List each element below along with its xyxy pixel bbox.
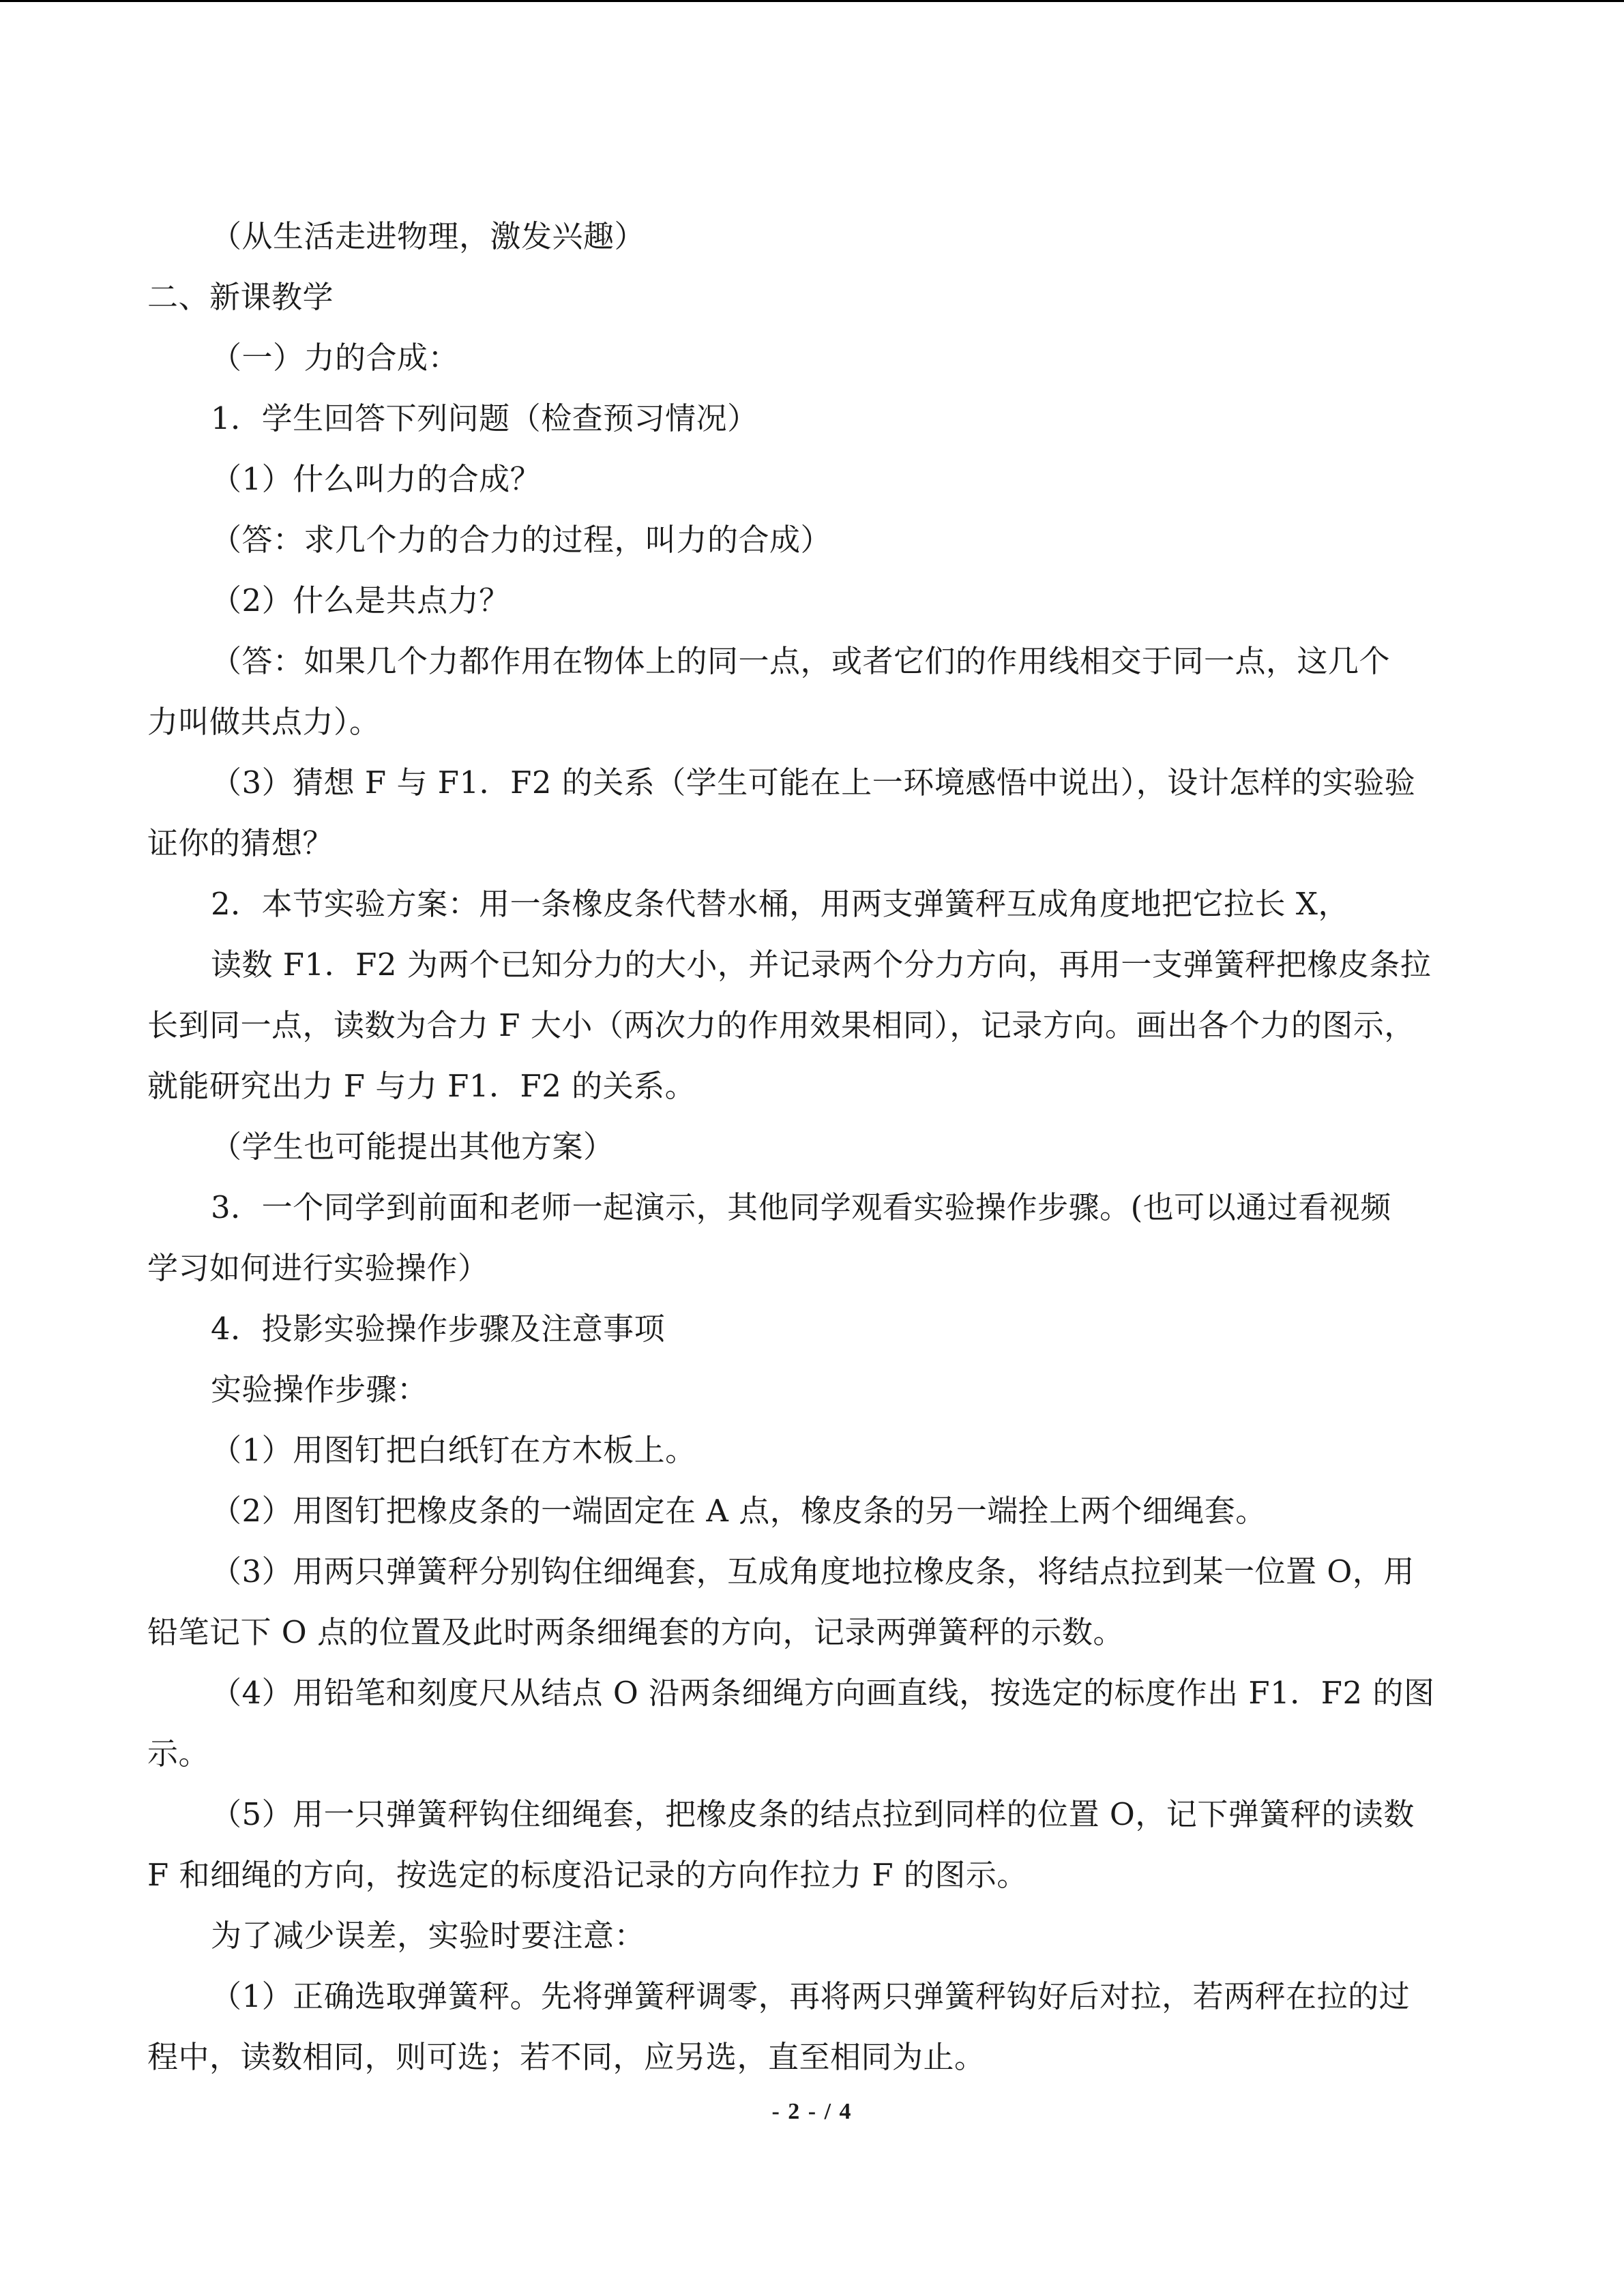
- text-line: （2）什么是共点力？: [211, 582, 510, 618]
- text-line: （答：如果几个力都作用在物体上的同一点，或者它们的作用线相交于同一点，这几个: [211, 643, 1391, 679]
- text-line: 铅笔记下 O 点的位置及此时两条细绳套的方向，记录两弹簧秤的示数。: [147, 1614, 1125, 1650]
- text-line: （5）用一只弹簧秤钩住细绳套，把橡皮条的结点拉到同样的位置 O，记下弹簧秤的读数: [211, 1796, 1415, 1832]
- text-line: （学生也可能提出其他方案）: [211, 1129, 615, 1165]
- section-heading: 二、新课教学: [147, 279, 334, 315]
- text-line: （3）猜想 F 与 F1．F2 的关系（学生可能在上一环境感悟中说出），设计怎样的实验验: [211, 764, 1416, 801]
- text-line: （1）什么叫力的合成？: [211, 461, 542, 497]
- text-line: （4）用铅笔和刻度尺从结点 O 沿两条细绳方向画直线，按选定的标度作出 F1．F2 的图: [211, 1675, 1435, 1711]
- text-line: 力叫做共点力）。: [147, 704, 381, 740]
- text-line: 读数 F1．F2 为两个已知分力的大小，并记录两个分力方向，再用一支弹簧秤把橡皮条拉: [211, 946, 1432, 983]
- text-line: 4．投影实验操作步骤及注意事项: [211, 1311, 666, 1347]
- text-line: 实验操作步骤：: [211, 1371, 428, 1407]
- document-body: [147, 206, 1477, 2087]
- text-line: （3）用两只弹簧秤分别钩住细绳套，互成角度地拉橡皮条，将结点拉到某一位置 O，用: [211, 1553, 1415, 1590]
- text-line: 示。: [147, 1735, 210, 1772]
- text-line: （1）正确选取弹簧秤。先将弹簧秤调零，再将两只弹簧秤钩好后对拉，若两秤在拉的过: [211, 1978, 1411, 2014]
- text-line: 1．学生回答下列问题（检查预习情况）: [211, 400, 758, 436]
- text-line: 程中，读数相同，则可选；若不同，应另选，直至相同为止。: [147, 2039, 986, 2075]
- text-line: 就能研究出力 F 与力 F1．F2 的关系。: [147, 1068, 696, 1104]
- text-line: （从生活走进物理，激发兴趣）: [211, 218, 646, 254]
- text-line: 证你的猜想？: [147, 825, 334, 861]
- text-line: F 和细绳的方向，按选定的标度沿记录的方向作拉力 F 的图示。: [147, 1857, 1028, 1893]
- top-border: [0, 0, 1624, 2]
- text-line: 学习如何进行实验操作）: [147, 1250, 489, 1286]
- text-line: （1）用图钉把白纸钉在方木板上。: [211, 1432, 696, 1468]
- text-line: （答：求几个力的合力的过程，叫力的合成）: [211, 522, 832, 558]
- text-line: 2．本节实验方案：用一条橡皮条代替水桶，用两支弹簧秤互成角度地把它拉长 X，: [211, 886, 1349, 922]
- text-line: 为了减少误差，实验时要注意：: [211, 1918, 646, 1954]
- text-line: （2）用图钉把橡皮条的一端固定在 A 点，橡皮条的另一端拴上两个细绳套。: [211, 1493, 1267, 1529]
- text-line: 3．一个同学到前面和老师一起演示，其他同学观看实验操作步骤。(也可以通过看视频: [211, 1189, 1391, 1225]
- subsection-heading: （一）力的合成：: [211, 340, 460, 376]
- text-line: 长到同一点，读数为合力 F 大小（两次力的作用效果相同），记录方向。画出各个力的图示，: [147, 1007, 1415, 1043]
- page-number: - 2 - / 4: [771, 2099, 853, 2124]
